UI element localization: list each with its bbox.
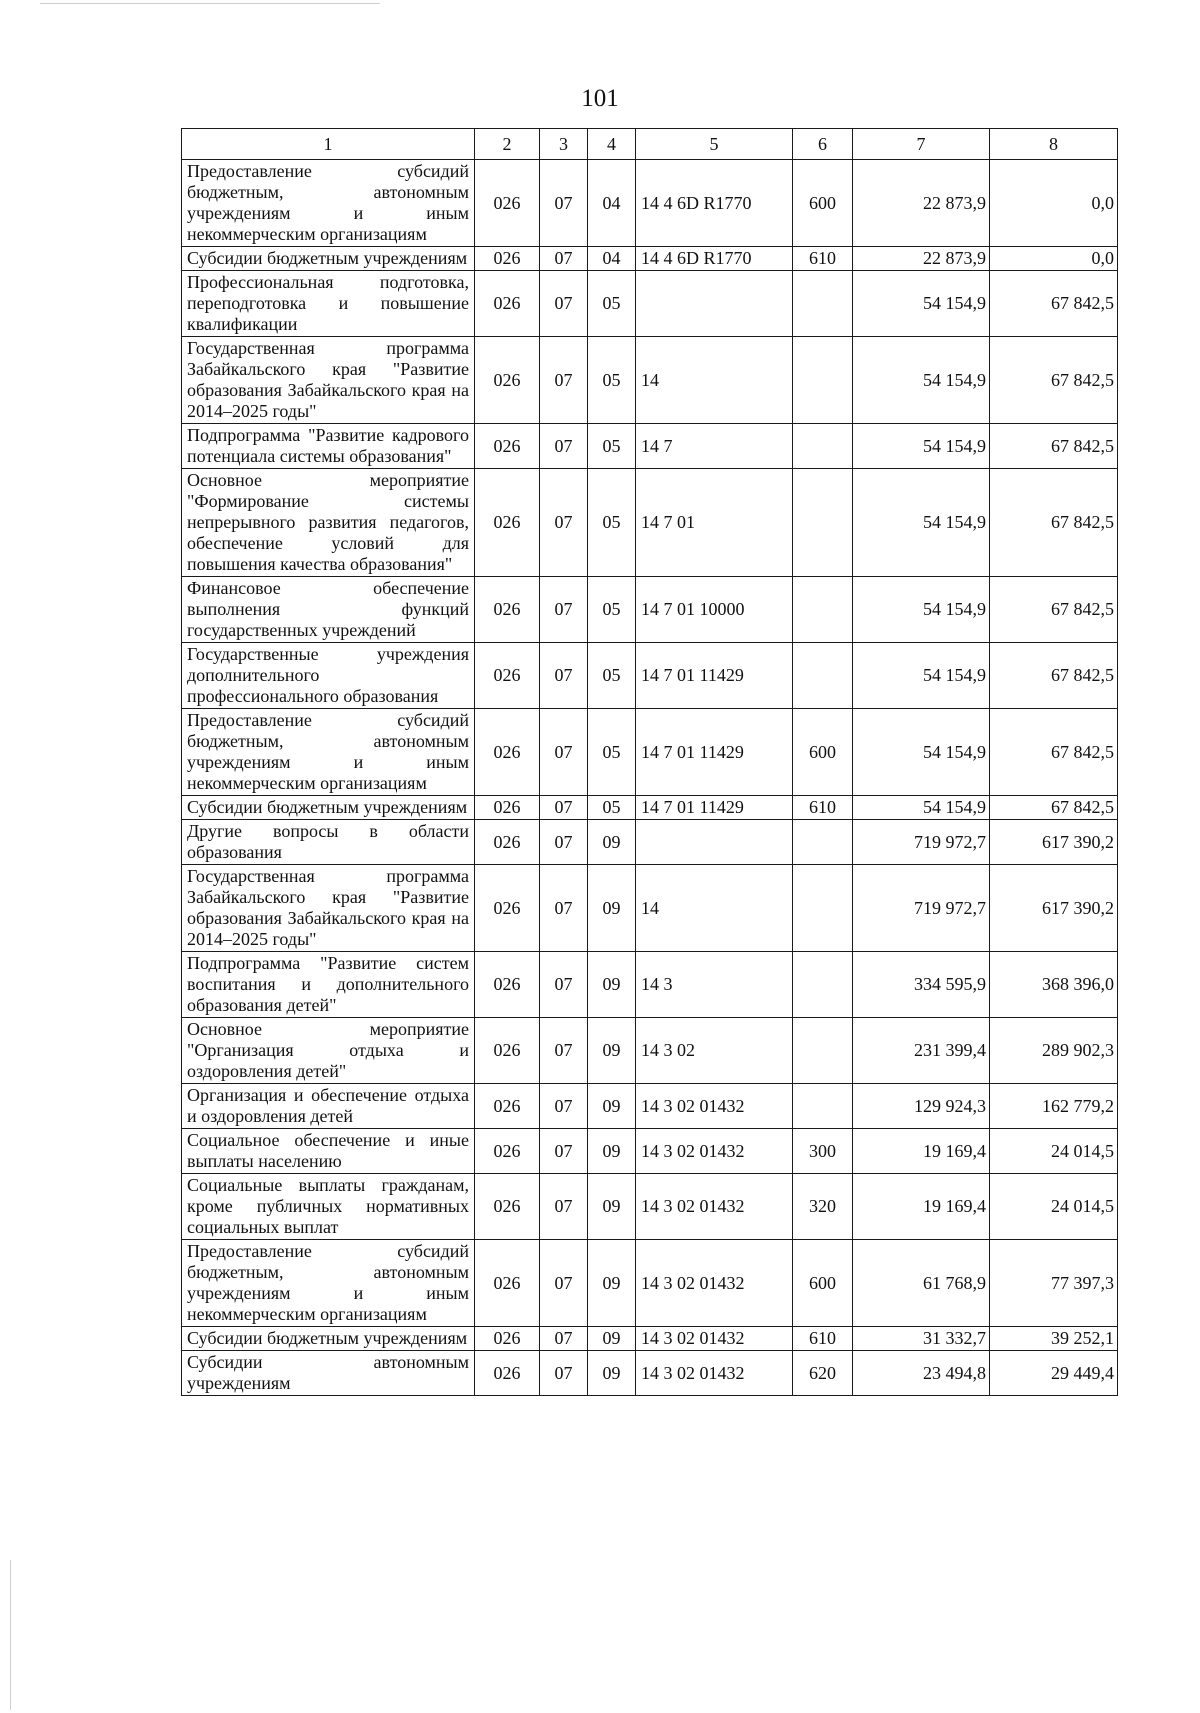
ministry-code: 026	[475, 1084, 540, 1129]
subsection-code: 09	[588, 1129, 636, 1174]
column-header-7: 7	[853, 129, 990, 160]
target-article-code: 14 7 01 11429	[636, 709, 793, 796]
expense-type-code: 610	[793, 796, 853, 820]
ministry-code: 026	[475, 709, 540, 796]
section-code: 07	[540, 577, 588, 643]
item-name: Профессиональная подготовка, переподготовка и повышение квалификации	[182, 271, 475, 337]
subsection-code: 04	[588, 160, 636, 247]
table-row	[182, 469, 1118, 577]
amount-year-2: 24 014,5	[990, 1129, 1118, 1174]
target-article-code: 14 7	[636, 424, 793, 469]
column-header-8: 8	[990, 129, 1118, 160]
item-name: Субсидии автономным учреждениям	[182, 1351, 475, 1396]
amount-year-2: 368 396,0	[990, 952, 1118, 1018]
page-number: 101	[581, 85, 619, 112]
ministry-code: 026	[475, 643, 540, 709]
table-row	[182, 865, 1118, 952]
table-row	[182, 820, 1118, 865]
amount-year-1: 19 169,4	[853, 1129, 990, 1174]
expense-type-code	[793, 1018, 853, 1084]
target-article-code: 14 3 02	[636, 1018, 793, 1084]
expense-type-code	[793, 820, 853, 865]
target-article-code: 14 7 01 11429	[636, 643, 793, 709]
budget-table	[181, 128, 1118, 1396]
expense-type-code	[793, 952, 853, 1018]
section-code: 07	[540, 424, 588, 469]
ministry-code: 026	[475, 1129, 540, 1174]
item-name: Организация и обеспечение отдыха и оздоровления детей	[182, 1084, 475, 1129]
item-name: Подпрограмма "Развитие систем воспитания и дополнительного образования детей"	[182, 952, 475, 1018]
expense-type-code: 320	[793, 1174, 853, 1240]
target-article-code: 14 3 02 01432	[636, 1240, 793, 1327]
expense-type-code: 300	[793, 1129, 853, 1174]
item-name: Государственная программа Забайкальского края "Развитие образования Забайкальского края на 2014–2025 годы"	[182, 865, 475, 952]
amount-year-2: 617 390,2	[990, 820, 1118, 865]
scan-edge-mark-left	[10, 1560, 11, 1710]
amount-year-2: 39 252,1	[990, 1327, 1118, 1351]
target-article-code: 14 3	[636, 952, 793, 1018]
subsection-code: 05	[588, 424, 636, 469]
target-article-code: 14 4 6D R1770	[636, 247, 793, 271]
expense-type-code	[793, 271, 853, 337]
ministry-code: 026	[475, 1018, 540, 1084]
table-row	[182, 1129, 1118, 1174]
amount-year-2: 0,0	[990, 160, 1118, 247]
section-code: 07	[540, 1240, 588, 1327]
scan-edge-mark-top	[40, 3, 380, 4]
ministry-code: 026	[475, 247, 540, 271]
table-row	[182, 1084, 1118, 1129]
ministry-code: 026	[475, 337, 540, 424]
table-row	[182, 1351, 1118, 1396]
subsection-code: 09	[588, 1327, 636, 1351]
table-row	[182, 577, 1118, 643]
amount-year-1: 129 924,3	[853, 1084, 990, 1129]
section-code: 07	[540, 247, 588, 271]
amount-year-2: 289 902,3	[990, 1018, 1118, 1084]
expense-type-code: 620	[793, 1351, 853, 1396]
item-name: Социальные выплаты гражданам, кроме публичных нормативных социальных выплат	[182, 1174, 475, 1240]
amount-year-1: 23 494,8	[853, 1351, 990, 1396]
item-name: Основное мероприятие "Организация отдыха и оздоровления детей"	[182, 1018, 475, 1084]
subsection-code: 05	[588, 796, 636, 820]
item-name: Государственные учреждения дополнительного профессионального образования	[182, 643, 475, 709]
table-row	[182, 1174, 1118, 1240]
subsection-code: 09	[588, 952, 636, 1018]
ministry-code: 026	[475, 469, 540, 577]
amount-year-2: 67 842,5	[990, 643, 1118, 709]
subsection-code: 09	[588, 820, 636, 865]
amount-year-2: 67 842,5	[990, 337, 1118, 424]
table-row	[182, 247, 1118, 271]
ministry-code: 026	[475, 1174, 540, 1240]
item-name: Социальное обеспечение и иные выплаты населению	[182, 1129, 475, 1174]
section-code: 07	[540, 271, 588, 337]
expense-type-code	[793, 865, 853, 952]
table-row	[182, 271, 1118, 337]
table-row	[182, 1018, 1118, 1084]
subsection-code: 09	[588, 865, 636, 952]
amount-year-2: 67 842,5	[990, 709, 1118, 796]
item-name: Предоставление субсидий бюджетным, автономным учреждениям и иным некоммерческим организациям	[182, 1240, 475, 1327]
table-row	[182, 160, 1118, 247]
ministry-code: 026	[475, 1351, 540, 1396]
subsection-code: 05	[588, 577, 636, 643]
ministry-code: 026	[475, 796, 540, 820]
amount-year-1: 719 972,7	[853, 865, 990, 952]
subsection-code: 05	[588, 271, 636, 337]
ministry-code: 026	[475, 820, 540, 865]
target-article-code: 14 4 6D R1770	[636, 160, 793, 247]
section-code: 07	[540, 643, 588, 709]
item-name: Другие вопросы в области образования	[182, 820, 475, 865]
amount-year-1: 61 768,9	[853, 1240, 990, 1327]
amount-year-2: 67 842,5	[990, 424, 1118, 469]
ministry-code: 026	[475, 424, 540, 469]
amount-year-2: 67 842,5	[990, 796, 1118, 820]
target-article-code	[636, 820, 793, 865]
amount-year-2: 67 842,5	[990, 469, 1118, 577]
expense-type-code	[793, 337, 853, 424]
target-article-code: 14	[636, 337, 793, 424]
table-body	[182, 160, 1118, 1396]
amount-year-1: 719 972,7	[853, 820, 990, 865]
section-code: 07	[540, 1084, 588, 1129]
expense-type-code: 610	[793, 1327, 853, 1351]
item-name: Предоставление субсидий бюджетным, автономным учреждениям и иным некоммерческим организациям	[182, 709, 475, 796]
subsection-code: 09	[588, 1174, 636, 1240]
column-header-6: 6	[793, 129, 853, 160]
table-row	[182, 337, 1118, 424]
item-name: Финансовое обеспечение выполнения функций государственных учреждений	[182, 577, 475, 643]
amount-year-1: 334 595,9	[853, 952, 990, 1018]
table-row	[182, 643, 1118, 709]
ministry-code: 026	[475, 577, 540, 643]
amount-year-1: 19 169,4	[853, 1174, 990, 1240]
column-header-3: 3	[540, 129, 588, 160]
table-row	[182, 424, 1118, 469]
subsection-code: 04	[588, 247, 636, 271]
table-row	[182, 796, 1118, 820]
ministry-code: 026	[475, 271, 540, 337]
item-name: Подпрограмма "Развитие кадрового потенциала системы образования"	[182, 424, 475, 469]
target-article-code: 14 3 02 01432	[636, 1327, 793, 1351]
amount-year-1: 54 154,9	[853, 796, 990, 820]
section-code: 07	[540, 820, 588, 865]
subsection-code: 05	[588, 709, 636, 796]
amount-year-1: 54 154,9	[853, 271, 990, 337]
section-code: 07	[540, 1327, 588, 1351]
expense-type-code: 610	[793, 247, 853, 271]
section-code: 07	[540, 1351, 588, 1396]
amount-year-1: 31 332,7	[853, 1327, 990, 1351]
amount-year-1: 54 154,9	[853, 424, 990, 469]
subsection-code: 05	[588, 469, 636, 577]
ministry-code: 026	[475, 1240, 540, 1327]
amount-year-1: 22 873,9	[853, 160, 990, 247]
subsection-code: 05	[588, 643, 636, 709]
amount-year-2: 162 779,2	[990, 1084, 1118, 1129]
target-article-code	[636, 271, 793, 337]
section-code: 07	[540, 469, 588, 577]
expense-type-code: 600	[793, 709, 853, 796]
subsection-code: 09	[588, 1240, 636, 1327]
ministry-code: 026	[475, 160, 540, 247]
ministry-code: 026	[475, 952, 540, 1018]
table-header-row	[182, 129, 1118, 160]
expense-type-code	[793, 577, 853, 643]
section-code: 07	[540, 709, 588, 796]
amount-year-2: 617 390,2	[990, 865, 1118, 952]
column-header-2: 2	[475, 129, 540, 160]
table-row	[182, 1327, 1118, 1351]
subsection-code: 05	[588, 337, 636, 424]
amount-year-2: 67 842,5	[990, 271, 1118, 337]
amount-year-1: 54 154,9	[853, 643, 990, 709]
expense-type-code	[793, 469, 853, 577]
section-code: 07	[540, 1129, 588, 1174]
target-article-code: 14 3 02 01432	[636, 1351, 793, 1396]
target-article-code: 14	[636, 865, 793, 952]
table-row	[182, 709, 1118, 796]
item-name: Субсидии бюджетным учреждениям	[182, 1327, 475, 1351]
target-article-code: 14 7 01	[636, 469, 793, 577]
section-code: 07	[540, 865, 588, 952]
subsection-code: 09	[588, 1351, 636, 1396]
column-header-4: 4	[588, 129, 636, 160]
expense-type-code	[793, 643, 853, 709]
amount-year-2: 24 014,5	[990, 1174, 1118, 1240]
amount-year-1: 231 399,4	[853, 1018, 990, 1084]
expense-type-code: 600	[793, 160, 853, 247]
item-name: Предоставление субсидий бюджетным, автономным учреждениям и иным некоммерческим организациям	[182, 160, 475, 247]
amount-year-1: 54 154,9	[853, 709, 990, 796]
item-name: Субсидии бюджетным учреждениям	[182, 247, 475, 271]
item-name: Субсидии бюджетным учреждениям	[182, 796, 475, 820]
amount-year-1: 54 154,9	[853, 469, 990, 577]
item-name: Государственная программа Забайкальского края "Развитие образования Забайкальского края на 2014–2025 годы"	[182, 337, 475, 424]
section-code: 07	[540, 1174, 588, 1240]
ministry-code: 026	[475, 1327, 540, 1351]
table-row	[182, 1240, 1118, 1327]
target-article-code: 14 3 02 01432	[636, 1129, 793, 1174]
section-code: 07	[540, 796, 588, 820]
column-header-5: 5	[636, 129, 793, 160]
section-code: 07	[540, 337, 588, 424]
amount-year-2: 77 397,3	[990, 1240, 1118, 1327]
section-code: 07	[540, 1018, 588, 1084]
ministry-code: 026	[475, 865, 540, 952]
subsection-code: 09	[588, 1018, 636, 1084]
amount-year-1: 54 154,9	[853, 577, 990, 643]
amount-year-1: 54 154,9	[853, 337, 990, 424]
item-name: Основное мероприятие "Формирование системы непрерывного развития педагогов, обеспечение условий для повышения качества образования"	[182, 469, 475, 577]
target-article-code: 14 3 02 01432	[636, 1084, 793, 1129]
expense-type-code: 600	[793, 1240, 853, 1327]
amount-year-2: 29 449,4	[990, 1351, 1118, 1396]
subsection-code: 09	[588, 1084, 636, 1129]
target-article-code: 14 7 01 10000	[636, 577, 793, 643]
amount-year-2: 67 842,5	[990, 577, 1118, 643]
amount-year-1: 22 873,9	[853, 247, 990, 271]
section-code: 07	[540, 952, 588, 1018]
expense-type-code	[793, 1084, 853, 1129]
expense-type-code	[793, 424, 853, 469]
target-article-code: 14 3 02 01432	[636, 1174, 793, 1240]
table-row	[182, 952, 1118, 1018]
target-article-code: 14 7 01 11429	[636, 796, 793, 820]
column-header-1: 1	[182, 129, 475, 160]
amount-year-2: 0,0	[990, 247, 1118, 271]
section-code: 07	[540, 160, 588, 247]
